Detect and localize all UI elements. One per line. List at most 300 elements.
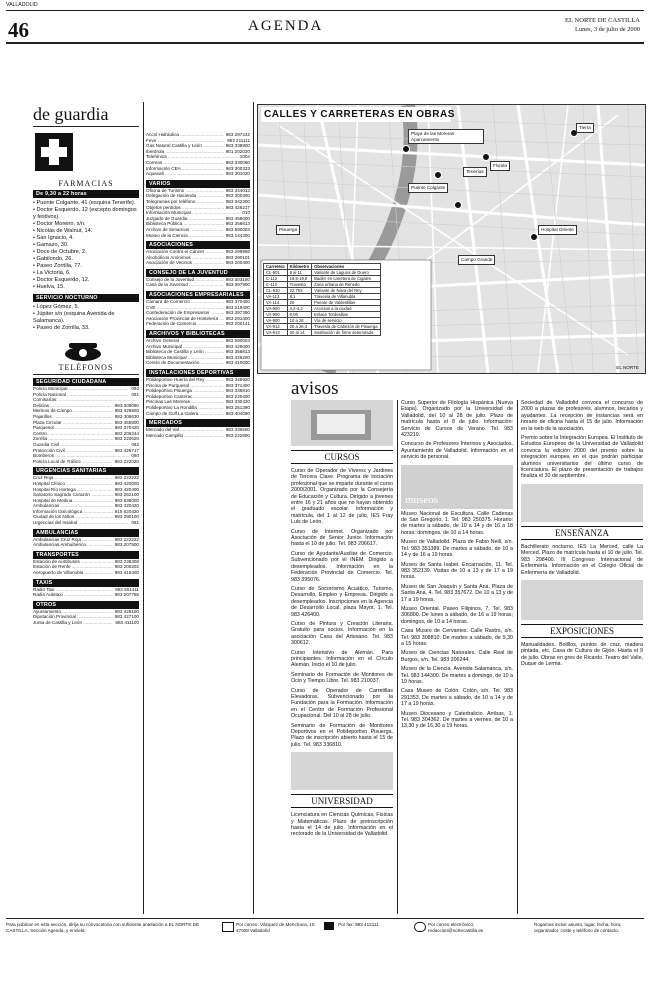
- avisos-left-column: [291, 400, 393, 841]
- middle-directory: [146, 129, 250, 438]
- directory-name: Delicias .....: [33, 403, 113, 409]
- directory-row: [146, 360, 250, 366]
- museum-illustration-icon: [401, 465, 513, 509]
- directory-phone: 983 358813: [225, 221, 250, 227]
- directory-section: [33, 467, 139, 525]
- directory-row: [146, 411, 250, 417]
- notice-paragraph: Curso Superior de Filología Hispánica (Nueva Etapa). Organizado por la Universidad de Valladolid, del 10 al 28 de julio. Plazo de matrícula hasta el 8 de julio. Información: Servicio de Cursos de Verano. Tel. 983 423219.: [401, 400, 513, 439]
- directory-name: Diputación Provincial .....: [33, 614, 113, 620]
- pharmacy-item: • Gamazo, 30.: [33, 242, 139, 249]
- directory-name: Confederación de Empresarios .....: [146, 310, 224, 316]
- directory-row: [33, 459, 139, 465]
- directory-heading: VARIOS: [146, 180, 250, 188]
- directory-name: CVE .....: [146, 305, 224, 311]
- ensenanza-heading: ENSEÑANZA: [521, 526, 643, 540]
- directory-phone: 983 299966: [225, 249, 250, 255]
- university-illustration-icon: [291, 752, 393, 790]
- museum-entry: Casa Museo de Colón. Colón, s/n. Tel. 983 291353. De martes a sábado, de 10 a 14 y de 17 a 19 horas.: [401, 688, 513, 708]
- directory-name: Archivo Municipal .....: [146, 344, 224, 350]
- directory-name: Piscina de Parquesol .....: [146, 383, 224, 389]
- directory-name: Polideportivo Canterac .....: [146, 394, 224, 400]
- directory-section: [33, 378, 139, 464]
- directory-name: Casa de la Juventud .....: [146, 282, 224, 288]
- section-title: AGENDA: [248, 18, 324, 34]
- directory-heading: SEGURIDAD CIUDADANA: [33, 378, 139, 386]
- directory-heading: ASOCIACIONES: [146, 241, 250, 249]
- directory-phone: 983 370420: [114, 425, 139, 431]
- directory-name: Ambulancias Cruz Roja .....: [33, 537, 113, 543]
- map-credit: EL NORTE: [616, 365, 639, 371]
- exhibition-illustration-icon: [521, 580, 643, 620]
- roadworks-cell: Vía de servicio: [312, 318, 380, 324]
- museum-entry: Museo de Valladolid. Plaza de Fabio Nelli, s/n. Tel. 983 351389. De martes a sábado, de 10 a 14 y de 16 a 19 horas.: [401, 539, 513, 559]
- roadworks-cell: 4,2-4,2: [287, 306, 312, 312]
- directory-name: Telegramas por teléfono .....: [146, 199, 224, 205]
- directory-phone: 983 420420: [114, 503, 139, 509]
- directory-name: Junta de Castilla y León .....: [33, 620, 113, 626]
- directory-phone: 983 291400: [225, 315, 250, 321]
- directory-name: Zorrilla .....: [33, 436, 113, 442]
- directory-phone: 983 358813: [225, 349, 250, 355]
- museum-entry: Museo de Santa Isabel. Encarnación, 11. Tel. 983 352139. Visitas de 10 a 13 y de 17 a 19 horas.: [401, 561, 513, 581]
- footer-instructions: Para publicar en esta sección, dirija su convocatoria con suficiente antelación a EL NORTE DE CASTILLA, Sección Agenda, y envíela:: [6, 922, 200, 933]
- museum-entry: Casa Museo de Cervantes. Calle Rastro, s/n. Tel. 983 308810. De martes a sábado, de 9,30 a 15 horas.: [401, 628, 513, 647]
- map-location-label: Hospital Oriente: [538, 225, 577, 235]
- museum-entry: Museo de Ciencias Naturales. Calle Real de Burgos, s/n. Tel. 983 206244.: [401, 650, 513, 663]
- directory-name: Delegación de Hacienda .....: [146, 193, 224, 199]
- directory-phone: 983 222800: [225, 432, 250, 438]
- directory-phone: 983 222020: [114, 458, 139, 464]
- directory-name: Correos .....: [146, 160, 224, 166]
- map-location-label: Playa de las Moreras Aparcamiento: [408, 129, 484, 144]
- day-pharmacy-list: [33, 200, 139, 291]
- directory-name: Acció Hidráulica .....: [146, 132, 224, 138]
- directory-phone: 983 219400: [225, 304, 250, 310]
- directory-phone: 983 426000: [225, 343, 250, 349]
- directory-phone: 983 222222: [114, 536, 139, 542]
- map-location-label: Florida: [490, 161, 510, 171]
- directory-phone: 983 336500: [225, 427, 250, 433]
- directory-phone: 061: [131, 520, 139, 526]
- directory-section: [146, 419, 250, 438]
- guardia-column: [33, 104, 139, 626]
- directory-name: Asociación Contra el Cáncer .....: [146, 249, 224, 255]
- directory-section: [146, 241, 250, 266]
- directory-phone: 983 426100: [114, 608, 139, 614]
- directory-name: Estación de Renfe .....: [33, 564, 113, 570]
- directory-phone: 983 306630: [114, 413, 139, 419]
- directory-name: Biblioteca Pública .....: [146, 221, 224, 227]
- directory-phone: 983 344013: [225, 187, 250, 193]
- museum-entry: Museo Diocesano y Catedralicio. Arribas, 1. Tel. 983 304362. De martes a viernes, de 10 a 13,30 y de 16,30 a 19 horas.: [401, 710, 513, 730]
- directory-heading: MERCADOS: [146, 419, 250, 427]
- directory-name: Objetos perdidos .....: [146, 205, 224, 211]
- footer-email[interactable]: Por correo electrónico: redaccion@nortecastilla.es: [428, 922, 484, 933]
- roadworks-cell: 8,06: [287, 312, 312, 318]
- page-number: 46: [8, 18, 29, 42]
- directory-phone: 983 236308: [114, 558, 139, 564]
- avisos-section: [257, 378, 644, 400]
- directory-section: [33, 601, 139, 626]
- directory-row: [33, 620, 139, 626]
- directory-phone: 915 620420: [114, 508, 139, 514]
- directory-section: [146, 269, 250, 288]
- directory-phone: 983 309090: [114, 402, 139, 408]
- directory-heading: ARCHIVOS Y BIBLIOTECAS: [146, 330, 250, 338]
- directory-phone: 983 410000: [225, 360, 250, 366]
- directory-name: Consejo de la Juventud .....: [146, 277, 224, 283]
- avisos-title: avisos: [291, 378, 339, 399]
- farmacias-label: FARMACIAS: [58, 179, 114, 188]
- course-notice: Curso de Ayudante/Auxiliar de Comercio. Subvencionado por el INEM. Dirigido a desempleados. Información en la Federación Provincial de Comercio. Tel. 983 395076.: [291, 550, 393, 583]
- phone-directory: [33, 378, 139, 626]
- directory-name: Campo de Golf La Galera .....: [146, 411, 224, 417]
- directory-section: [146, 291, 250, 327]
- museum-entry: Museo Oriental. Paseo Filipinos, 7. Tel. 983 306800. De lunes a sábado, de 16 a 19 horas; domingos, de 10 a 14 horas.: [401, 605, 513, 625]
- universidad-text: Licenciatura en Ciencias Químicas, Físicas y Matemáticas. Plazo de preinscripción hasta el 14 de julio. Información en el rectorado de la Universidad de Valladolid.: [291, 812, 393, 838]
- night-pharmacy-list: [33, 304, 139, 332]
- directory-phone: 983 330060: [225, 159, 250, 165]
- directory-name: Oficina de Turismo .....: [146, 188, 224, 194]
- pharmacy-item: • Gabilondo, 26.: [33, 256, 139, 263]
- directory-phone: 983 303150: [225, 276, 250, 282]
- directory-name: Alcohólicos Anónimos .....: [146, 255, 224, 261]
- directory-phone: 983 290100: [114, 514, 139, 520]
- directory-name: Bomberos .....: [33, 453, 129, 459]
- roadworks-cell: 19,5-19,8: [287, 276, 312, 282]
- museum-entry: Museo de San Joaquín y Santa Ana. Plaza de Santa Ana, 4. Tel. 983 357672. De 10 a 13 y de 17 a 19 horas.: [401, 583, 513, 603]
- directory-name: Comisarías: .....: [33, 397, 137, 403]
- course-notice: Seminario de Formación de Monitores Deportivos en el Polideportivo Pisuerga. Plazo de inscripción abierto hasta el 15 de julio. Tel. 983 336810.: [291, 722, 393, 748]
- directory-phone: 983 426800: [114, 408, 139, 414]
- cursos-heading: CURSOS: [291, 450, 393, 464]
- roadworks-header-cell: Kilómetro: [287, 264, 312, 270]
- directory-name: Información toxicológica .....: [33, 509, 113, 515]
- directory-row: [146, 321, 250, 327]
- directory-phone: 983 207755: [114, 592, 139, 598]
- directory-name: Hospital Río Hortega .....: [33, 487, 113, 493]
- roadworks-cell: Travesía de Cabezón de Pisuerga: [312, 324, 380, 330]
- pharmacy-item: • Doctor Esquerdo, 12 (excepto domingos y festivos).: [33, 207, 139, 221]
- directory-section: [146, 369, 250, 416]
- map-location-label: Puente Colgante: [408, 183, 448, 193]
- newspaper-name: EL NORTE DE CASTILLA: [565, 17, 640, 24]
- directory-phone: 983 397900: [225, 282, 250, 288]
- directory-phone: 983 371400: [225, 382, 250, 388]
- directory-phone: 983 370400: [225, 299, 250, 305]
- pharmacy-item: • San Ignacio, 4.: [33, 235, 139, 242]
- roadwork-marker[interactable]: [435, 172, 442, 179]
- directory-section: [33, 551, 139, 576]
- roadwork-marker[interactable]: [455, 202, 462, 209]
- pharmacy-item: • Nicolás de Walnut, 14.: [33, 228, 139, 235]
- directory-phone: 983 262100: [114, 492, 139, 498]
- roadworks-map[interactable]: [257, 104, 646, 374]
- pharmacy-item: • Paseo Zorrilla, 77.: [33, 263, 139, 270]
- directory-row: [33, 570, 139, 576]
- directory-name: Guardia Civil .....: [33, 442, 129, 448]
- roadworks-cell: 8 al 11: [287, 270, 312, 276]
- directory-name: Aeropuerto de Villanubla .....: [33, 570, 113, 576]
- course-notice: Curso de Pintura y Creación Literaria. Gratuito para socios. Información en la asociación Casa del Artesano. Tel. 983 300612.: [291, 620, 393, 647]
- directory-phone: 983 200141: [225, 321, 250, 327]
- directory-phone: 983 339900: [225, 143, 250, 149]
- roadworks-cell: CL-610: [264, 288, 288, 294]
- directory-heading: TAXIS: [33, 579, 139, 587]
- roadworks-header-cell: Carretera: [264, 264, 288, 270]
- pharmacy-item: • La Victoria, 6.: [33, 270, 139, 277]
- directory-heading: ASOCIACIONES EMPRESARIALES: [146, 291, 250, 299]
- night-pharmacy-item: • Júpiter s/n (esquina Avenida de Salamanca).: [33, 311, 139, 325]
- roadwork-marker[interactable]: [403, 146, 410, 153]
- pharmacy-item: • Doce de Octubre, 2.: [33, 249, 139, 256]
- roadworks-cell: 22,753: [287, 288, 312, 294]
- directory-name: Asociación Provincial de Hostelería .....: [146, 316, 224, 322]
- directory-name: Archivo General .....: [146, 338, 224, 344]
- ensenanza-text: Bachillerato nocturno. IES La Merced, calle La Merced. Plazo de matrícula hasta el 10 de julio. Tel. 983 298400. III Congreso Internacional de Enfermería. Información en el Colegio Oficial de Enfermería de Valladolid.: [521, 543, 643, 576]
- telephone-illustration-icon: [53, 337, 113, 363]
- roadworks-row: [264, 330, 381, 336]
- roadworks-cell: VA-900: [264, 306, 288, 312]
- directory-row: [33, 542, 139, 548]
- directory-name: Federación de Comercio .....: [146, 321, 224, 327]
- roadworks-table: [263, 263, 381, 336]
- pharmacy-item: • Doctor Moreiro, s/n.: [33, 221, 139, 228]
- directory-name: Centro de Documentación .....: [146, 360, 224, 366]
- roadworks-cell: Variante de Nava del Rey: [312, 288, 380, 294]
- directory-name: Cámara de Comercio .....: [146, 299, 224, 305]
- directory-phone: 983 590003: [225, 338, 250, 344]
- course-notice: Curso de Operador de Carretillas Elevadoras. Subvencionado por la Fundación para la Formación. Información en el Centro de Formación Profesional Ocupacional. Del 10 al 28 de julio.: [291, 687, 393, 720]
- avisos-right-column: [521, 400, 643, 671]
- envelope-icon: [222, 922, 234, 932]
- directory-phone: 983 411100: [115, 620, 139, 625]
- directory-row: [33, 520, 139, 526]
- directory-heading: TRANSPORTES: [33, 551, 139, 559]
- directory-phone: 983 427100: [114, 614, 139, 620]
- roadworks-cell: Accesos a la ciudad: [312, 306, 380, 312]
- directory-name: Asociación de Vecinos .....: [146, 260, 224, 266]
- directory-name: Polideportivo Huerta del Rey .....: [146, 377, 224, 383]
- avisos-middle-column: [401, 400, 513, 733]
- directory-name: Ayuntamiento .....: [33, 609, 113, 615]
- directory-name: Radio Autotaxi .....: [33, 592, 113, 598]
- roadwork-marker[interactable]: [531, 234, 538, 241]
- directory-phone: 983 458000: [225, 215, 250, 221]
- directory-name: Policía Municipal .....: [33, 386, 129, 392]
- directory-phone: 983 290101: [225, 254, 250, 260]
- directory-name: Feve .....: [146, 138, 225, 144]
- directory-name: Policía Nacional .....: [33, 392, 129, 398]
- roadworks-cell: VA-913: [264, 330, 288, 336]
- directory-phone: 983 397390: [225, 310, 250, 316]
- directory-name: Piscinas Las Moreras .....: [146, 399, 224, 405]
- directory-phone: 983 342300: [225, 198, 250, 204]
- roadworks-header-cell: Observaciones: [312, 264, 380, 270]
- directory-name: Museo de la Ciencia .....: [146, 233, 224, 239]
- directory-phone: 983 420000: [114, 480, 139, 486]
- fax-icon: [324, 922, 334, 930]
- directory-name: Ambulancias Ambuibérica .....: [33, 542, 113, 548]
- directory-name: Pajarillos .....: [33, 414, 113, 420]
- directory-phone: 983 200202: [114, 564, 139, 570]
- directory-name: Juzgado de Guardia .....: [146, 216, 224, 222]
- museum-entry: Museo de la Ciencia. Avenida Salamanca, s/n. Tel. 983 144300. De martes a domingo, de 10 a 19 horas.: [401, 666, 513, 685]
- roadworks-cell: VA-900: [264, 312, 288, 318]
- directory-section: [33, 529, 139, 548]
- pharmacy-cross-icon: [35, 133, 73, 171]
- night-service-label: SERVICIO NOCTURNO: [33, 294, 139, 302]
- night-pharmacy-item: • López Gómez, 5.: [33, 304, 139, 311]
- teaching-illustration-icon: [521, 484, 643, 522]
- universidad-heading: UNIVERSIDAD: [291, 794, 393, 808]
- roadworks-cell: Enlace Tordesillas: [312, 312, 380, 318]
- directory-phone: 983 200400: [225, 260, 250, 266]
- directory-section: [146, 330, 250, 366]
- course-notice: Curso de Operador de Viveros y Jardines de Tercera Clase. Programa de iniciación profesional que se imparte durante el curso 2000/2001. Organizado por la Consejería de Educación y Cultura. Dirigido a jóvenes entre 16 y 21 años que no hayan obtenido el graduado escolar. Información y matrícula, del 1 al 12 de julio, IES Fray Luis de León.: [291, 468, 393, 526]
- directory-name: Mercado del Val .....: [146, 427, 224, 433]
- courses-illustration-icon: [291, 400, 393, 446]
- directory-heading: OTROS: [33, 601, 139, 609]
- directory-name: Mercado Campillo .....: [146, 433, 224, 439]
- pharmacy-item: • Puente Colgante, 41 (esquina Tenerife).: [33, 200, 139, 207]
- directory-name: Información CEA .....: [146, 166, 224, 172]
- directory-row: [146, 282, 250, 288]
- email-icon: [414, 922, 426, 932]
- directory-name: Telefónica .....: [146, 154, 238, 160]
- directory-row: [33, 592, 139, 598]
- roadworks-cell: Badén en carretera de Cigales: [312, 276, 380, 282]
- directory-phone: 080: [131, 453, 139, 459]
- museum-entry: Museo Nacional de Escultura. Calle Cadenas de San Gregorio, 1. Tel. 983 250375. Horario: de martes a sábado, de 10 a 14 y de 16 a 18 horas; domingos, de 10 a 14 horas.: [401, 510, 513, 536]
- directory-name: Policía Local de Tráfico .....: [33, 459, 113, 465]
- directory-row: [146, 171, 250, 177]
- notice-paragraph: Sociedad de Valladolid convoca el concurso de 2000 a plazas de profesores, alumnos, becarios y ayudantes. La recepción de instancias será en horario de oficina hasta el 15 de julio. Información en la web de la asociación.: [521, 400, 643, 432]
- notice-paragraph: Concurso de Profesores Interinos y Asociados. Ayuntamiento de Valladolid. Información en el servicio de personal.: [401, 441, 513, 461]
- course-notice: Curso Intensivo de Alemán. Para principiantes. Información en el Círculo Alemán. Inicio el 10 de julio.: [291, 649, 393, 669]
- roadwork-marker[interactable]: [483, 154, 490, 161]
- guardia-title: de guardia: [33, 104, 109, 124]
- directory-section: [33, 579, 139, 598]
- roadworks-cell: Puente de Valdestillas: [312, 300, 380, 306]
- exposiciones-text: Manualidades. Bolillos, puntos de cruz, madera pintada, etc. Casa de Cultura de Gijón. Hasta el 9 de julio. Obras en gres de Ricardo. Teatro del Valle, Duque de Lerma.: [521, 641, 643, 668]
- roadworks-cell: C-112: [264, 282, 288, 288]
- directory-phone: 983 455800: [114, 419, 139, 425]
- section-tag: VALLADOLID: [6, 2, 38, 8]
- schedule-label: De 9,30 a 22 horas: [33, 190, 139, 198]
- directory-name: Cruz Roja .....: [33, 475, 113, 481]
- pharmacy-item: • Huelva, 15.: [33, 284, 139, 291]
- directory-phone: 983 404090: [225, 410, 250, 416]
- directory-phone: 983 420400: [114, 486, 139, 492]
- course-notice: Seminario de Formación de Monitores de Ocio y Tiempo Libre. Tel. 983 210037.: [291, 671, 393, 685]
- directory-name: Radio Taxi .....: [33, 587, 113, 593]
- directory-name: Gas Natural Castilla y León .....: [146, 143, 224, 149]
- roadworks-cell: Travesía de Villanubla: [312, 294, 380, 300]
- roadworks-cell: 20 al 14: [287, 330, 312, 336]
- directory-name: Hospital Clínico .....: [33, 481, 113, 487]
- roadworks-cell: VA-912: [264, 324, 288, 330]
- directory-heading: INSTALACIONES DEPORTIVAS: [146, 369, 250, 377]
- directory-name: Merinos de Campo .....: [33, 408, 113, 414]
- roadworks-cell: 20: [287, 300, 312, 306]
- night-pharmacy-item: • Paseo de Zorrilla, 33.: [33, 325, 139, 332]
- notice-paragraph: Premio sobre la Integración Europea. El Instituto de Estudios Europeos de la Universidad de Valladolid convoca la edición 2000 del premio sobre la integración europea en el que podrán participar alumnos universitarios del último curso de licenciatura. El plazo de presentación de trabajos finaliza el 30 de septiembre.: [521, 435, 643, 480]
- directory-name: Sanatorio Sagrado Corazón .....: [33, 492, 113, 498]
- directory-phone: 983 251390: [225, 404, 250, 410]
- course-notice: Curso de Internet. Organizado por Asociación de Senior Junior. Información hasta el 10 de julio. Tel. 983 206617.: [291, 528, 393, 548]
- directory-name: Estación de Autobuses .....: [33, 559, 113, 565]
- directory-phone: 983 838000: [114, 497, 139, 503]
- directory-phone: 983 300333: [225, 165, 250, 171]
- directory-section: [146, 132, 250, 177]
- directory-phone: 983 206244: [114, 430, 139, 436]
- map-location-label: Tierra: [576, 123, 594, 133]
- footer-mail: Por correo: Vázquez de Menchaca, 10. 47008 Valladolid: [236, 922, 316, 933]
- map-location-label: Campo Grande: [458, 255, 495, 265]
- roadworks-cell: VA-114: [264, 300, 288, 306]
- directory-phone: 983 220620: [114, 436, 139, 442]
- directory-phone: 091: [131, 391, 139, 397]
- roadworks-cell: VA-113: [264, 294, 288, 300]
- directory-phone: 092: [131, 386, 139, 391]
- directory-phone: 983 426717: [114, 447, 139, 453]
- directory-phone: 983 426200: [225, 354, 250, 360]
- roadworks-cell: Variante de Laguna de Duero: [312, 270, 380, 276]
- directory-phone: 983 300300: [225, 193, 250, 199]
- directory-name: Polideportivo Pisuerga .....: [146, 388, 224, 394]
- directory-phone: 983 220400: [225, 393, 250, 399]
- directory-section: [146, 180, 250, 238]
- course-notice: Curso de Socorrismo Acuático, Turismo, Desarrollo, Empleo y Empresa. Dirigido a desempleados. Inscripciones en la Agencia de Desarrollo Local, plaza Mayor, 1. Tel. 983 426400.: [291, 585, 393, 618]
- directory-phone: 983 222222: [114, 475, 139, 481]
- directory-phone: 983 291411: [115, 586, 139, 592]
- directory-phone: 1004: [239, 154, 250, 160]
- directory-phone: 901 202020: [225, 148, 250, 154]
- directory-heading: URGENCIAS SANITARIAS: [33, 467, 139, 475]
- telefonos-label: TELÉFONOS: [58, 363, 114, 372]
- roadworks-cell: Sustitución de firme deteriorado: [312, 330, 380, 336]
- directory-name: Información Municipal .....: [146, 210, 240, 216]
- directory-phone: 983 330420: [225, 399, 250, 405]
- directory-name: Hospital de Medina .....: [33, 498, 113, 504]
- map-title: CALLES Y CARRETERAS EN OBRAS: [264, 109, 455, 120]
- map-location-label: Tenerías: [463, 167, 487, 177]
- directory-phone: 062: [131, 441, 139, 447]
- pharmacy-item: • Doctor Esquerdo, 12.: [33, 277, 139, 284]
- directory-phone: 983 144300: [225, 232, 250, 238]
- directory-phone: 983 297242: [225, 132, 250, 137]
- directory-name: Archivo de Simancas .....: [146, 227, 224, 233]
- directory-phone: 983 415400: [114, 570, 139, 576]
- directory-phone: 983 207500: [114, 542, 139, 548]
- exposiciones-heading: EXPOSICIONES: [521, 624, 643, 638]
- directory-name: Protección Civil .....: [33, 448, 113, 454]
- directory-name: Biblioteca Municipal .....: [146, 355, 224, 361]
- roadworks-cell: 10 a 26: [287, 318, 312, 324]
- directory-phone: 983 426217: [225, 204, 250, 210]
- directory-phone: 983 211111: [227, 137, 250, 143]
- footer-note: Rogamos incluir asunto, lugar, fecha, hora, organizador, coste y teléfono de contacto.: [534, 922, 622, 933]
- directory-phone: 010: [242, 210, 250, 216]
- museos-heading: museos: [405, 493, 438, 506]
- footer-fax: Por fax: 983 412111: [338, 922, 379, 927]
- directory-name: Ciudad de los Niños .....: [33, 514, 113, 520]
- issue-date: Lunes, 3 de julio de 2000: [575, 26, 640, 33]
- roadworks-cell: CL-601: [264, 270, 288, 276]
- roadworks-table-wrapper: [263, 263, 381, 336]
- directory-heading: CONSEJO DE LA JUVENTUD: [146, 269, 250, 277]
